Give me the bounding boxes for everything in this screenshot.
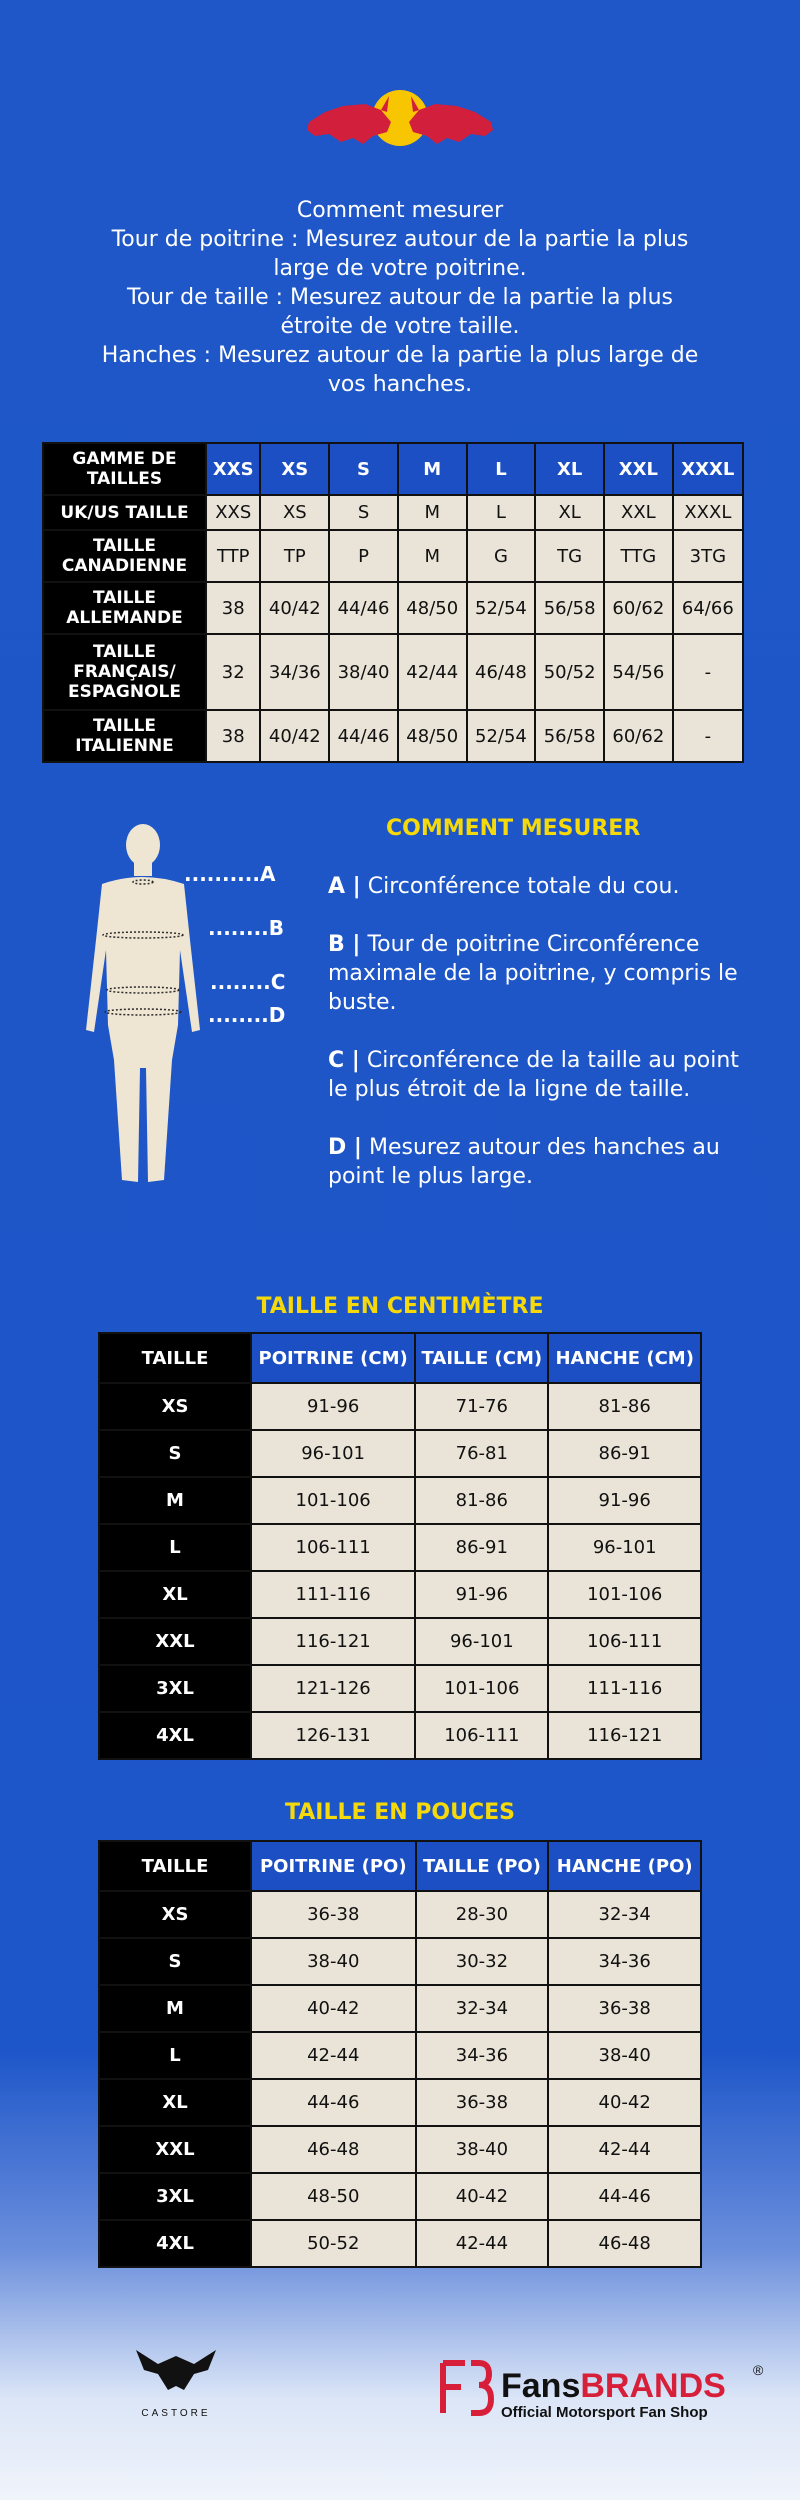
table-cell: XL bbox=[535, 495, 604, 530]
howto-text: Tour de poitrine Circonférence maximale de la poitrine, y compris le buste. bbox=[328, 932, 738, 1015]
table-row bbox=[99, 1571, 701, 1618]
howto-title: COMMENT MESURER bbox=[386, 816, 641, 841]
table-cell: 38/40 bbox=[329, 634, 398, 710]
table-cell: 46-48 bbox=[251, 2126, 416, 2173]
table-cell: 60/62 bbox=[604, 710, 673, 762]
table-cell: 44-46 bbox=[548, 2173, 701, 2220]
table-header-cell: POITRINE (CM) bbox=[251, 1333, 415, 1383]
table-cell: 96-101 bbox=[548, 1524, 701, 1571]
size-cell: S bbox=[99, 1938, 251, 1985]
row-label: TAILLE FRANÇAIS/ ESPAGNOLE bbox=[43, 634, 206, 710]
in-table-title: TAILLE EN POUCES bbox=[284, 1800, 516, 1825]
table-row bbox=[43, 710, 743, 762]
size-cell: XL bbox=[99, 1571, 251, 1618]
intro-line: Hanches : Mesurez autour de la partie la plus large de bbox=[101, 343, 699, 368]
table-cell: 32 bbox=[206, 634, 260, 710]
table-row bbox=[99, 1891, 701, 1938]
table-cell: 30-32 bbox=[416, 1938, 549, 1985]
table-cell: 101-106 bbox=[251, 1477, 415, 1524]
cm-table-title: TAILLE EN CENTIMÈTRE bbox=[256, 1294, 544, 1319]
table-cell: 91-96 bbox=[548, 1477, 701, 1524]
table-cell: 86-91 bbox=[415, 1524, 548, 1571]
table-cell: P bbox=[329, 530, 398, 582]
table-cell: XXXL bbox=[673, 495, 743, 530]
size-cell: 4XL bbox=[99, 2220, 251, 2267]
howto-key: C | bbox=[328, 1048, 360, 1073]
table-cell: 36-38 bbox=[251, 1891, 416, 1938]
table-row bbox=[99, 1618, 701, 1665]
table-cell: 48/50 bbox=[398, 582, 467, 634]
howto-key: D | bbox=[328, 1135, 362, 1160]
table-cell: 64/66 bbox=[673, 582, 743, 634]
howto-item bbox=[328, 930, 748, 1017]
table-row bbox=[43, 530, 743, 582]
table-cell: 96-101 bbox=[415, 1618, 548, 1665]
table-header-cell: POITRINE (PO) bbox=[251, 1841, 416, 1891]
table-header-cell: TAILLE (PO) bbox=[416, 1841, 549, 1891]
size-cell: M bbox=[99, 1477, 251, 1524]
table-header-cell: TAILLE bbox=[99, 1333, 251, 1383]
table-cell: 121-126 bbox=[251, 1665, 415, 1712]
table-cell: 116-121 bbox=[548, 1712, 701, 1759]
table-cell: 42/44 bbox=[398, 634, 467, 710]
marker-d: ........D bbox=[208, 1003, 286, 1027]
table-cell: 48-50 bbox=[251, 2173, 416, 2220]
howto-item bbox=[328, 872, 748, 901]
intro-line: Tour de taille : Mesurez autour de la partie la plus bbox=[127, 285, 673, 310]
intro-line: étroite de votre taille. bbox=[280, 314, 520, 339]
table-cell: 38-40 bbox=[416, 2126, 549, 2173]
table-cell: 44-46 bbox=[251, 2079, 416, 2126]
size-cell: M bbox=[99, 1985, 251, 2032]
table-cell: 111-116 bbox=[548, 1665, 701, 1712]
intro-line: large de votre poitrine. bbox=[273, 256, 527, 281]
intro-line: Comment mesurer bbox=[296, 198, 504, 223]
table-row bbox=[99, 2079, 701, 2126]
cm-table bbox=[98, 1332, 702, 1760]
table-row bbox=[99, 1477, 701, 1524]
table-row bbox=[99, 1985, 701, 2032]
table-cell: 34/36 bbox=[260, 634, 329, 710]
table-cell: 42-44 bbox=[548, 2126, 701, 2173]
size-cell: XS bbox=[99, 1891, 251, 1938]
table-cell: 38 bbox=[206, 710, 260, 762]
castore-logo bbox=[128, 2342, 224, 2422]
marker-c: ........C bbox=[210, 970, 286, 994]
table-cell: XXS bbox=[206, 495, 260, 530]
row-label: UK/US TAILLE bbox=[43, 495, 206, 530]
table-cell: 91-96 bbox=[251, 1383, 415, 1430]
howto-text: Circonférence totale du cou. bbox=[360, 874, 680, 899]
table-cell: 38-40 bbox=[548, 2032, 701, 2079]
table-cell: 40-42 bbox=[548, 2079, 701, 2126]
table-cell: 52/54 bbox=[467, 710, 536, 762]
table-cell: 81-86 bbox=[415, 1477, 548, 1524]
table-cell: L bbox=[467, 495, 536, 530]
size-cell: 3XL bbox=[99, 1665, 251, 1712]
table-header-cell: XXL bbox=[604, 443, 673, 495]
table-cell: 44/46 bbox=[329, 582, 398, 634]
table-header-cell: TAILLE bbox=[99, 1841, 251, 1891]
table-row bbox=[99, 2032, 701, 2079]
table-header-cell: XXS bbox=[206, 443, 260, 495]
table-cell: 111-116 bbox=[251, 1571, 415, 1618]
intro-text bbox=[60, 196, 740, 399]
table-cell: 60/62 bbox=[604, 582, 673, 634]
fans-prefix: Fans bbox=[501, 2367, 581, 2405]
table-row bbox=[43, 495, 743, 530]
table-row bbox=[99, 2126, 701, 2173]
table-cell: TTG bbox=[604, 530, 673, 582]
size-cell: 4XL bbox=[99, 1712, 251, 1759]
table-row bbox=[99, 1383, 701, 1430]
size-cell: XS bbox=[99, 1383, 251, 1430]
table-cell: 56/58 bbox=[535, 710, 604, 762]
table-header-row bbox=[99, 1841, 701, 1891]
intro-line: vos hanches. bbox=[327, 372, 473, 397]
table-cell: 34-36 bbox=[416, 2032, 549, 2079]
table-cell: 106-111 bbox=[415, 1712, 548, 1759]
table-cell: 52/54 bbox=[467, 582, 536, 634]
table-cell: XXL bbox=[604, 495, 673, 530]
table-cell: 101-106 bbox=[415, 1665, 548, 1712]
table-header-cell: XL bbox=[535, 443, 604, 495]
size-cell: L bbox=[99, 1524, 251, 1571]
table-cell: 126-131 bbox=[251, 1712, 415, 1759]
table-row bbox=[43, 634, 743, 710]
table-row bbox=[99, 2220, 701, 2267]
table-cell: 96-101 bbox=[251, 1430, 415, 1477]
table-header-row bbox=[43, 443, 743, 495]
table-cell: 3TG bbox=[673, 530, 743, 582]
table-cell: M bbox=[398, 530, 467, 582]
svg-text:®: ® bbox=[753, 2362, 764, 2378]
table-cell: TP bbox=[260, 530, 329, 582]
row-label: TAILLE CANADIENNE bbox=[43, 530, 206, 582]
size-cell: S bbox=[99, 1430, 251, 1477]
howto-item bbox=[328, 1133, 748, 1191]
intro-line: Tour de poitrine : Mesurez autour de la partie la plus bbox=[111, 227, 689, 252]
table-cell: 32-34 bbox=[548, 1891, 701, 1938]
table-row bbox=[99, 2173, 701, 2220]
fans-tagline: Official Motorsport Fan Shop bbox=[501, 2404, 708, 2421]
table-cell: 116-121 bbox=[251, 1618, 415, 1665]
table-header-cell: L bbox=[467, 443, 536, 495]
marker-a: ..........A bbox=[184, 862, 276, 886]
table-cell: 40/42 bbox=[260, 582, 329, 634]
table-header-cell: S bbox=[329, 443, 398, 495]
table-cell: 44/46 bbox=[329, 710, 398, 762]
table-row bbox=[99, 1712, 701, 1759]
table-cell: G bbox=[467, 530, 536, 582]
table-cell: 40-42 bbox=[416, 2173, 549, 2220]
table-cell: 42-44 bbox=[416, 2220, 549, 2267]
table-cell: 34-36 bbox=[548, 1938, 701, 1985]
inch-table bbox=[98, 1840, 702, 2268]
size-cell: L bbox=[99, 2032, 251, 2079]
table-cell: 38 bbox=[206, 582, 260, 634]
fansbrands-logo bbox=[435, 2357, 765, 2423]
table-row bbox=[99, 1665, 701, 1712]
howto-text: Mesurez autour des hanches au point le plus large. bbox=[328, 1135, 720, 1189]
table-cell: TG bbox=[535, 530, 604, 582]
table-cell: 50-52 bbox=[251, 2220, 416, 2267]
howto-list bbox=[328, 872, 748, 1220]
table-cell: 76-81 bbox=[415, 1430, 548, 1477]
table-cell: 36-38 bbox=[548, 1985, 701, 2032]
table-cell: 32-34 bbox=[416, 1985, 549, 2032]
table-header-row bbox=[99, 1333, 701, 1383]
row-label: TAILLE ITALIENNE bbox=[43, 710, 206, 762]
table-cell: - bbox=[673, 710, 743, 762]
table-cell: TTP bbox=[206, 530, 260, 582]
size-cell: 3XL bbox=[99, 2173, 251, 2220]
table-cell: 48/50 bbox=[398, 710, 467, 762]
table-cell: XS bbox=[260, 495, 329, 530]
table-cell: 86-91 bbox=[548, 1430, 701, 1477]
table-cell: 101-106 bbox=[548, 1571, 701, 1618]
size-range-table bbox=[42, 442, 744, 763]
table-cell: 28-30 bbox=[416, 1891, 549, 1938]
table-cell: 50/52 bbox=[535, 634, 604, 710]
table-cell: 46/48 bbox=[467, 634, 536, 710]
size-cell: XL bbox=[99, 2079, 251, 2126]
howto-text: Circonférence de la taille au point le plus étroit de la ligne de taille. bbox=[328, 1048, 739, 1102]
table-header-cell: M bbox=[398, 443, 467, 495]
table-cell: 56/58 bbox=[535, 582, 604, 634]
size-cell: XXL bbox=[99, 2126, 251, 2173]
table-header-cell: HANCHE (PO) bbox=[548, 1841, 701, 1891]
table-cell: 71-76 bbox=[415, 1383, 548, 1430]
marker-b: ........B bbox=[208, 916, 285, 940]
svg-text:FansBRANDS bbox=[501, 2367, 726, 2405]
size-cell: XXL bbox=[99, 1618, 251, 1665]
row-label: TAILLE ALLEMANDE bbox=[43, 582, 206, 634]
table-row bbox=[99, 1938, 701, 1985]
table-cell: 81-86 bbox=[548, 1383, 701, 1430]
table-cell: 36-38 bbox=[416, 2079, 549, 2126]
table-cell: 54/56 bbox=[604, 634, 673, 710]
howto-key: A | bbox=[328, 874, 361, 899]
table-header-cell: TAILLE (CM) bbox=[415, 1333, 548, 1383]
howto-key: B | bbox=[328, 932, 361, 957]
fans-brand: BRANDS bbox=[580, 2367, 726, 2405]
castore-wordmark: CASTORE bbox=[141, 2408, 211, 2419]
table-header-cell: XXXL bbox=[673, 443, 743, 495]
table-row bbox=[43, 582, 743, 634]
table-cell: 42-44 bbox=[251, 2032, 416, 2079]
table-cell: 91-96 bbox=[415, 1571, 548, 1618]
table-cell: - bbox=[673, 634, 743, 710]
table-cell: 46-48 bbox=[548, 2220, 701, 2267]
table-cell: M bbox=[398, 495, 467, 530]
table-row bbox=[99, 1524, 701, 1571]
table-cell: 40/42 bbox=[260, 710, 329, 762]
table-cell: 40-42 bbox=[251, 1985, 416, 2032]
red-bull-logo bbox=[303, 82, 497, 162]
table-row bbox=[99, 1430, 701, 1477]
table-header-cell: XS bbox=[260, 443, 329, 495]
table-cell: S bbox=[329, 495, 398, 530]
table-cell: 106-111 bbox=[251, 1524, 415, 1571]
table-header-cell: HANCHE (CM) bbox=[548, 1333, 701, 1383]
howto-item bbox=[328, 1046, 748, 1104]
table-cell: 106-111 bbox=[548, 1618, 701, 1665]
table-header-cell: GAMME DE TAILLES bbox=[43, 443, 206, 495]
table-cell: 38-40 bbox=[251, 1938, 416, 1985]
